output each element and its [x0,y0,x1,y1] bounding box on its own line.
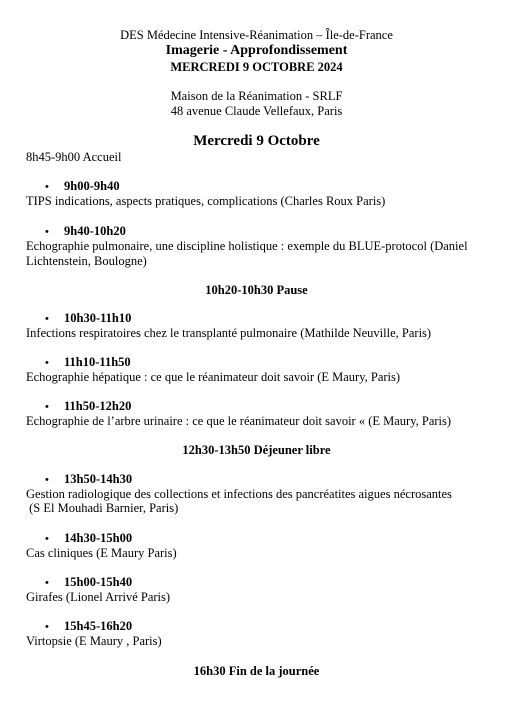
session-time: • 10h30-11h10 [45,311,132,325]
session-time: • 9h00-9h40 [45,179,120,193]
venue-name: Maison de la Réanimation - SRLF [170,89,343,103]
session-description: Echographie hépatique : ce que le réanimateur doit savoir (E Maury, Paris) [26,370,401,384]
session-time: • 11h50-12h20 [45,399,132,413]
welcome-line: 8h45-9h00 Accueil [26,150,122,164]
end-of-day: 16h30 Fin de la journée [193,664,320,678]
session-description: Echographie de l’arbre urinaire : ce que le réanimateur doit savoir « (E Maury, Paris) [26,414,452,428]
session-time: • 13h50-14h30 [45,472,133,486]
day-heading: Mercredi 9 Octobre [193,133,320,149]
bullet-icon: • [45,533,49,545]
bullet-icon: • [45,401,49,413]
bullet-icon: • [45,181,49,193]
bullet-icon: • [45,313,49,325]
course-title: Imagerie - Approfondissement [165,43,348,58]
session-time: • 9h40-10h20 [45,224,126,238]
bullet-icon: • [45,474,49,486]
course-date: MERCREDI 9 OCTOBRE 2024 [170,60,343,74]
lunch-break: 12h30-13h50 Déjeuner libre [182,443,331,457]
session-time: • 15h45-16h20 [45,619,133,633]
session-time: • 14h30-15h00 [45,531,133,545]
bullet-icon: • [45,621,49,633]
session-description: Cas cliniques (E Maury Paris) [26,546,177,560]
session-description: Lichtenstein, Boulogne) [26,254,147,268]
session-description: (S El Mouhadi Barnier, Paris) [26,501,179,515]
session-description: Echographie pulmonaire, une discipline holistique : exemple du BLUE-protocol (Daniel [26,239,468,253]
session-time: • 11h10-11h50 [45,355,131,369]
session-description: Infections respiratoires chez le transplanté pulmonaire (Mathilde Neuville, Paris) [26,326,432,340]
session-description: Virtopsie (E Maury , Paris) [26,634,162,648]
bullet-icon: • [45,577,49,589]
session-description: TIPS indications, aspects pratiques, complications (Charles Roux Paris) [26,194,386,208]
pause-break: 10h20-10h30 Pause [205,283,308,297]
bullet-icon: • [45,357,49,369]
session-description: Girafes (Lionel Arrivé Paris) [26,590,171,604]
course-line: DES Médecine Intensive-Réanimation – Île-de-France [120,28,393,42]
bullet-icon: • [45,226,49,238]
session-time: • 15h00-15h40 [45,575,133,589]
venue-address: 48 avenue Claude Vellefaux, Paris [170,104,343,118]
session-description: Gestion radiologique des collections et infections des pancréatites aigues nécrosantes [26,487,452,501]
